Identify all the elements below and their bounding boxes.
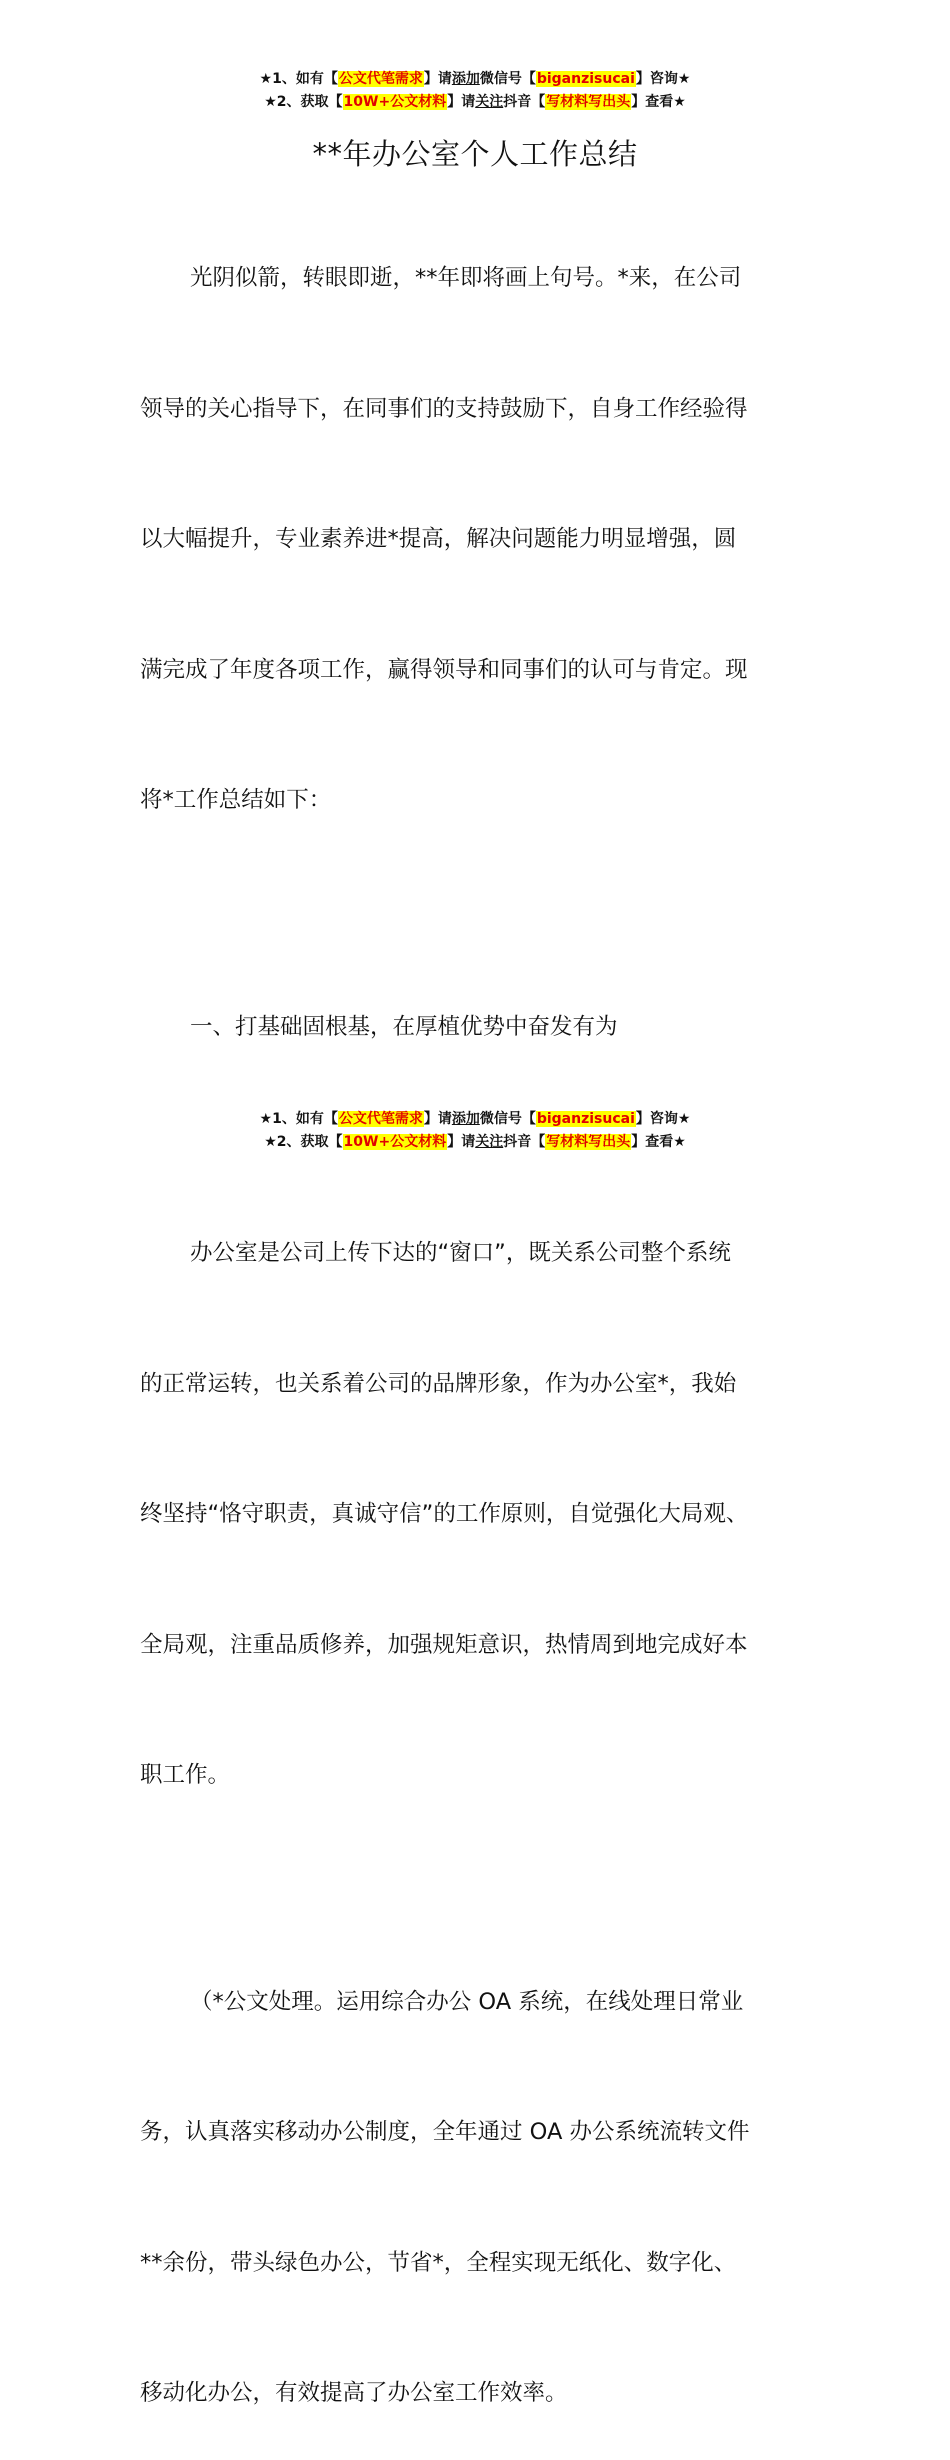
document-title: **年办公室个人工作总结 [0,131,950,177]
banner-text: 请 [461,1134,475,1150]
text-line: 领导的关心指导下，在同事们的支持鼓励下，自身工作经验得 [140,388,820,432]
star-icon: ★ [260,1111,273,1127]
bracket: 【 [324,1111,338,1127]
bracket: 】 [447,94,461,110]
text-line: 将*工作总结如下： [140,779,820,823]
highlight-wechat-id: biganzisucai [536,71,636,87]
banner-text: 1、如有 [272,71,324,87]
bracket: 】 [424,1111,438,1127]
text-line: 职工作。 [140,1754,820,1798]
highlight-service: 公文代笔需求 [338,71,424,87]
text-line: 务，认真落实移动办公制度，全年通过 OA 办公系统流转文件 [140,2111,820,2155]
bracket: 【 [329,94,343,110]
bracket: 【 [329,1134,343,1150]
bracket: 】 [636,71,650,87]
paragraph-document-processing [140,1894,820,2460]
bracket: 【 [531,94,545,110]
text-line: 全局观，注重品质修养，加强规矩意识，热情周到地完成好本 [140,1624,820,1668]
banner-line-2 [0,1131,950,1154]
banner-text: 微信号 [480,1111,522,1127]
banner-text: 请 [461,94,475,110]
document-body [140,170,820,2460]
banner-line-1 [0,1108,950,1131]
highlight-materials: 10W+公文材料 [343,1134,448,1150]
banner-text: 1、如有 [272,1111,324,1127]
bracket: 【 [324,71,338,87]
banner-text: 抖音 [503,1134,531,1150]
text-line: 满完成了年度各项工作，赢得领导和同事们的认可与肯定。现 [140,649,820,693]
text-line: 光阴似箭，转眼即逝，**年即将画上句号。*来，在公司 [140,257,820,301]
text-line: 移动化办公，有效提高了办公室工作效率。 [140,2372,820,2416]
footer-banner [0,1108,950,1154]
banner-text: 2、获取 [277,1134,329,1150]
text-line: 一、打基础固根基，在厚植优势中奋发有为 [140,1006,820,1050]
highlight-douyin: 写材料写出头 [545,94,631,110]
banner-text: 添加 [452,71,480,87]
text-line: **余份，带头绿色办公，节省*，全程实现无纸化、数字化、 [140,2242,820,2286]
bracket: 【 [531,1134,545,1150]
banner-line-1 [0,68,950,91]
star-icon: ★ [260,71,273,87]
text-line: 的正常运转，也关系着公司的品牌形象，作为办公室*，我始 [140,1363,820,1407]
text-line: 办公室是公司上传下达的“窗口”，既关系公司整个系统 [140,1232,820,1276]
text-line: 终坚持“恪守职责，真诚守信”的工作原则，自觉强化大局观、 [140,1493,820,1537]
banner-text: 关注 [475,1134,503,1150]
banner-text: 请 [438,71,452,87]
paragraph-intro [140,170,820,910]
banner-line-2 [0,91,950,114]
banner-text: 请 [438,1111,452,1127]
banner-text: 咨询★ [650,71,691,87]
highlight-service: 公文代笔需求 [338,1111,424,1127]
banner-text: 添加 [452,1111,480,1127]
banner-text: 关注 [475,94,503,110]
bracket: 】 [636,1111,650,1127]
bracket: 】 [631,1134,645,1150]
bracket: 【 [522,71,536,87]
paragraph-office [140,1145,820,1885]
text-line: 以大幅提升，专业素养进*提高，解决问题能力明显增强，圆 [140,518,820,562]
highlight-wechat-id: biganzisucai [536,1111,636,1127]
star-icon: ★ [264,94,277,110]
banner-text: 查看★ [645,1134,686,1150]
banner-text: 查看★ [645,94,686,110]
text-line: （*公文处理。运用综合办公 OA 系统，在线处理日常业 [140,1981,820,2025]
bracket: 】 [424,71,438,87]
banner-text: 微信号 [480,71,522,87]
star-icon: ★ [264,1134,277,1150]
header-banner [0,68,950,114]
banner-text: 咨询★ [650,1111,691,1127]
bracket: 】 [447,1134,461,1150]
banner-text: 抖音 [503,94,531,110]
highlight-materials: 10W+公文材料 [343,94,448,110]
bracket: 】 [631,94,645,110]
bracket: 【 [522,1111,536,1127]
banner-text: 2、获取 [277,94,329,110]
section-heading [140,919,820,1137]
highlight-douyin: 写材料写出头 [545,1134,631,1150]
